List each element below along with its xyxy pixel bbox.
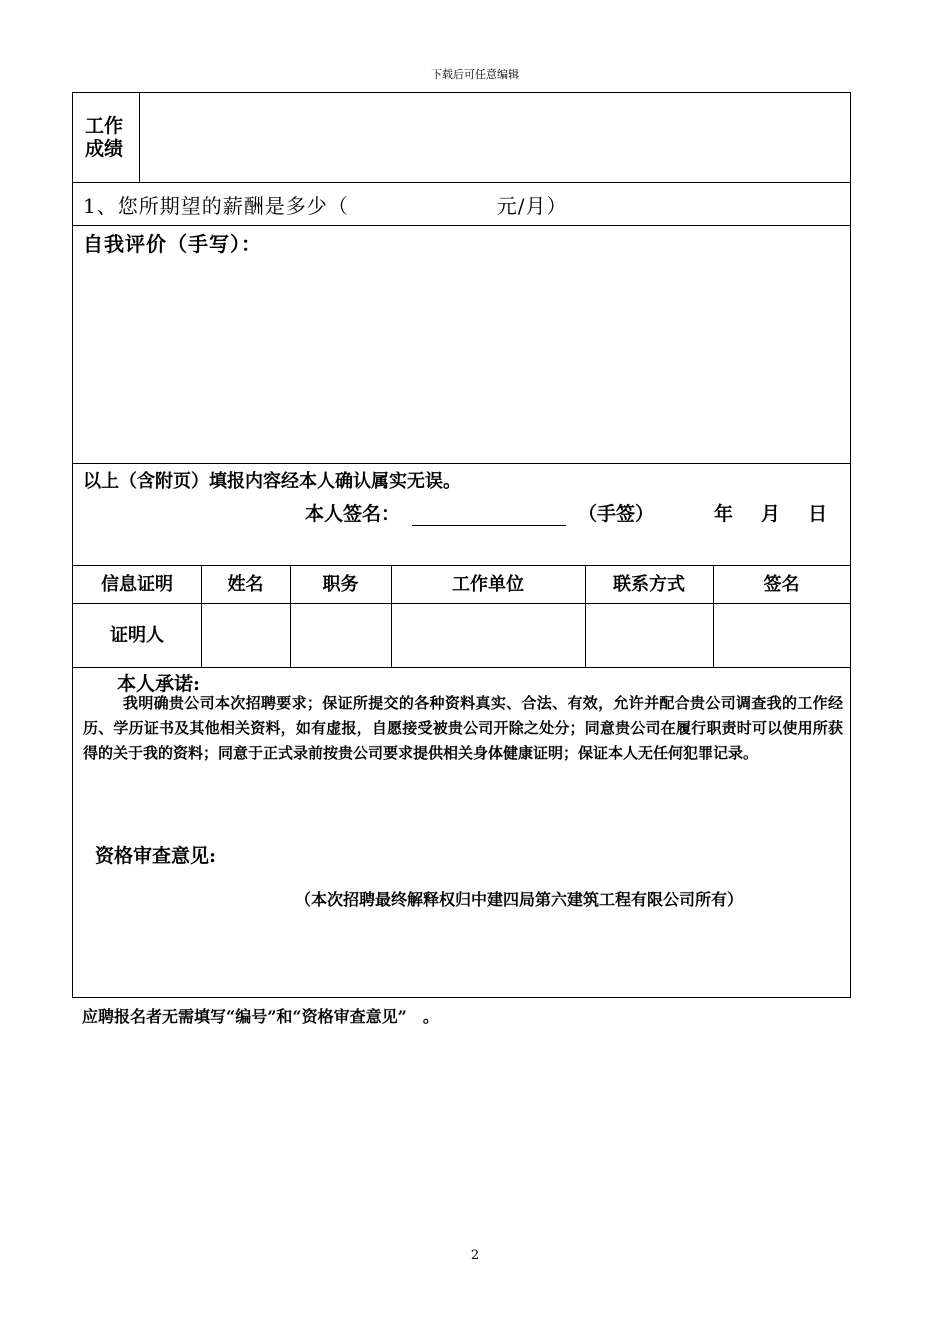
witness-contact-cell[interactable]: [586, 604, 713, 667]
signature-note: （手签）: [578, 503, 655, 525]
self-evaluation-area[interactable]: [73, 258, 850, 463]
page-header-note: 下载后可任意编辑: [431, 68, 519, 81]
expected-salary-question: [83, 190, 567, 219]
row-divider: [73, 463, 850, 464]
promise-title: 本人承诺:: [117, 673, 201, 695]
header-name: 姓名: [227, 574, 264, 595]
application-form-table: [72, 92, 851, 998]
witness-name-cell[interactable]: [202, 604, 290, 667]
performance-label-line2: 成绩: [85, 138, 124, 160]
row-divider: [73, 667, 850, 668]
witness-signature-cell[interactable]: [714, 604, 850, 667]
signature-label: 本人签名：: [305, 503, 401, 525]
row-divider: [73, 182, 850, 183]
performance-label-line1: 工作: [85, 115, 124, 137]
performance-divider: [139, 93, 140, 182]
salary-prefix: 1、您所期望的薪酬是多少（: [83, 194, 349, 218]
row-divider: [73, 225, 850, 226]
promise-text: 我明确贵公司本次招聘要求；保证所提交的各种资料真实、合法、有效，允许并配合贵公司调查我的工作经历、学历证书及其他相关资料，如有虚报，自愿接受被贵公司开除之处分；同意贵公司在履行职责时可以使用所获得的关于我的资料；同意于正式录前按贵公司要求提供相关身体健康证明；保证本人无任何犯罪记录。: [83, 694, 843, 762]
form-footnote: 应聘报名者无需填写“编号”和“资格审查意见” 。: [82, 1007, 439, 1026]
date-day-label: 日: [808, 503, 828, 525]
header-position: 职务: [322, 574, 359, 595]
header-employer: 工作单位: [452, 574, 524, 595]
signature-line: [305, 499, 827, 526]
self-evaluation-label: 自我评价（手写）：: [83, 232, 262, 256]
interpretation-rights-note: （本次招聘最终解释权归中建四局第六建筑工程有限公司所有）: [295, 890, 744, 909]
witness-employer-cell[interactable]: [392, 604, 585, 667]
header-contact: 联系方式: [613, 574, 685, 595]
salary-suffix: 元/月）: [496, 194, 568, 218]
witness-position-cell[interactable]: [291, 604, 391, 667]
header-info-proof: 信息证明: [101, 574, 173, 595]
witness-label: 证明人: [110, 625, 164, 646]
confirmation-statement: 以上（含附页）填报内容经本人确认属实无误。: [83, 471, 461, 492]
signature-field[interactable]: [412, 507, 566, 526]
performance-label: [85, 115, 123, 161]
header-signature: 签名: [763, 574, 800, 595]
date-month-label: 月: [761, 503, 781, 525]
page-number: 2: [470, 1248, 480, 1263]
date-year-label: 年: [714, 503, 734, 525]
qualification-review-label: 资格审查意见:: [95, 845, 217, 867]
